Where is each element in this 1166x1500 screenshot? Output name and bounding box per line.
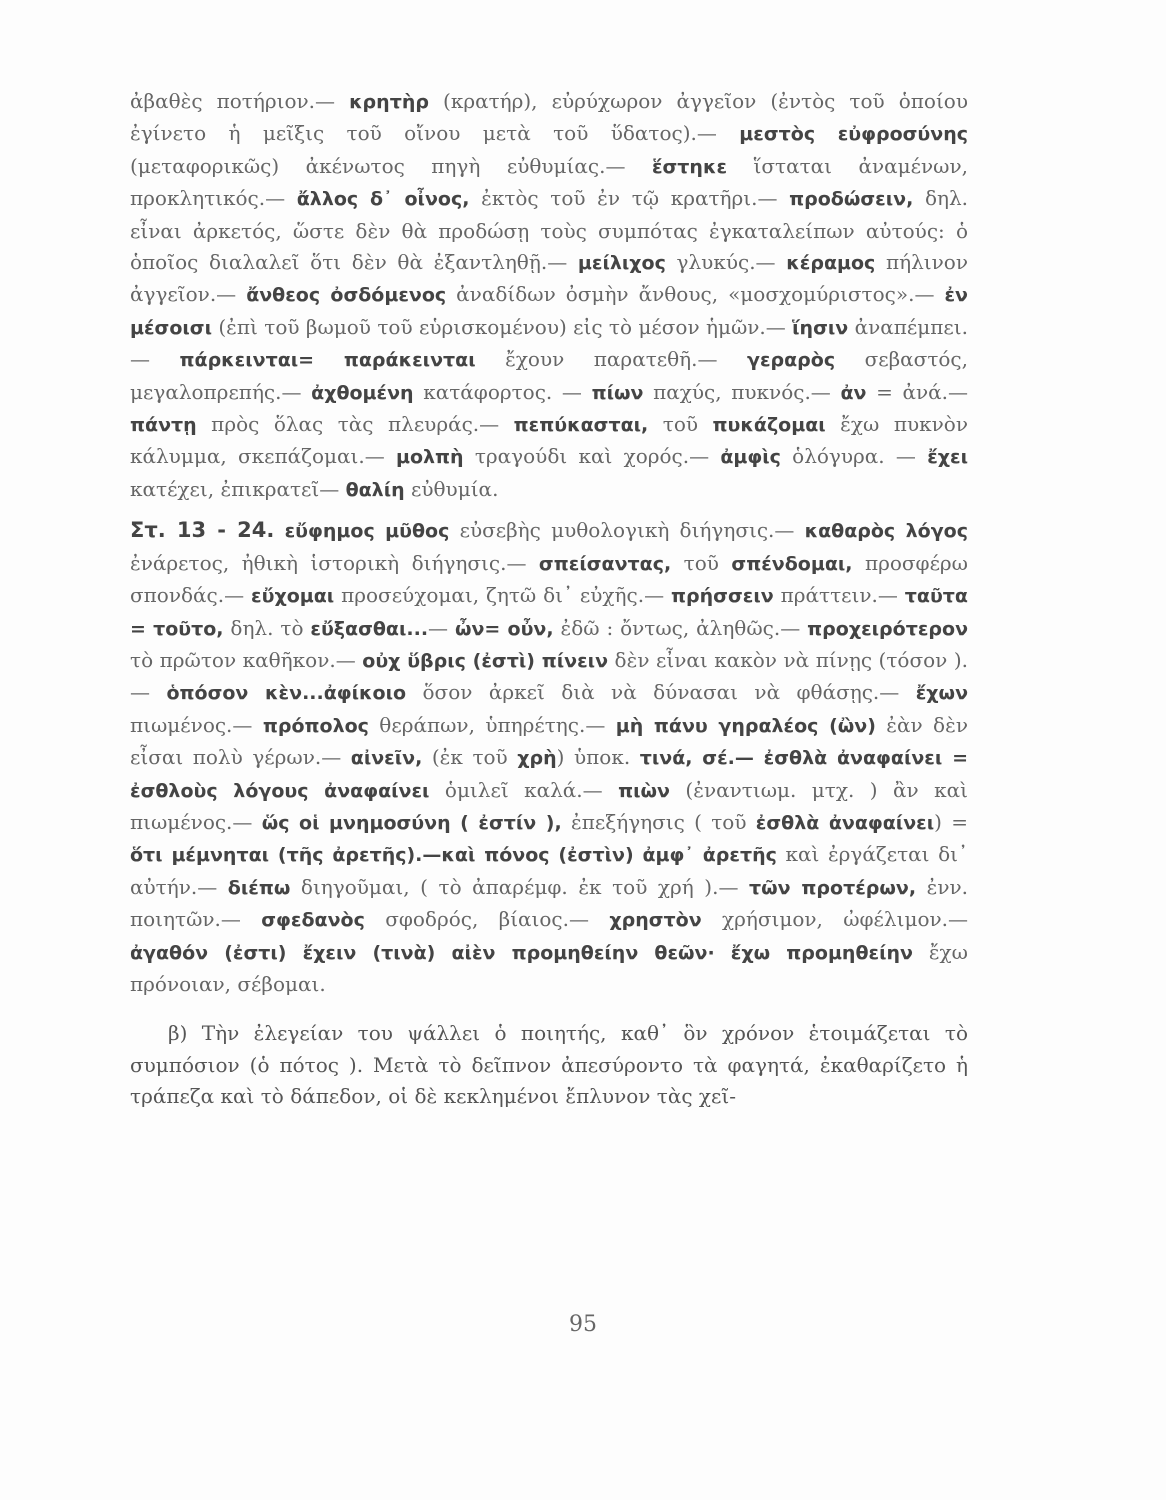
gloss-term: θαλίη [345, 478, 405, 501]
gloss-term: σπένδομαι, [731, 552, 853, 575]
gloss-term: ἀγαθόν (ἐστι) ἔχειν (τινὰ) αἰὲν προμηθείην θεῶν· ἔχω προμηθείην [130, 941, 913, 964]
gloss-definition: ἔχω πυκνὸν κάλυμμα, σκεπάζομαι.— [130, 412, 968, 469]
glossary-block-1 [130, 86, 968, 506]
gloss-term: ἀμφὶς [720, 446, 781, 469]
gloss-definition: προσεύχομαι, ζητῶ δι᾿ εὐχῆς.— [334, 583, 672, 608]
gloss-definition: δηλ. εἶναι ἀρκετός, ὥστε δὲν θὰ προδώσῃ τοὺς συμπότας ἐγκαταλείπων αὐτούς: ὁ ὁποῖος διαλαλεῖ ὅτι δὲν θὰ ἐξαντληθῇ.— [130, 186, 969, 275]
paragraph-b: β) Τὴν ἐλεγείαν του ψάλλει ὁ ποιητής, καθ᾿ ὃν χρόνον ἑτοιμάζεται τὸ συμπόσιον (ὁ πότος ). Μετὰ τὸ δεῖπνον ἀπεσύροντο τὰ φαγητά, ἐκαθαρίζετο ἡ τράπεζα καὶ τὸ δάπεδον, οἱ δὲ κεκλημένοι ἔπλυνον τὰς χεῖ- [130, 1021, 968, 1109]
gloss-term: ὥς οἱ μνημοσύνη ( ἐστίν ), [261, 811, 562, 834]
gloss-definition: ἐκτὸς τοῦ ἐν τῷ κρατῆρι.— [469, 186, 790, 211]
gloss-term: μείλιχος [577, 252, 666, 275]
gloss-term: ἕστηκε [651, 155, 728, 178]
gloss-term: σφεδανὸς [261, 909, 365, 932]
gloss-term: ὁπόσον κὲν...ἀφίκοιο [166, 682, 407, 705]
gloss-definition: ὁλόγυρα. — [780, 444, 928, 469]
gloss-definition: — [428, 615, 455, 640]
gloss-definition: ἐπεξήγησις ( τοῦ [561, 809, 756, 834]
gloss-definition: σεβαστός, μεγαλοπρεπής.— [130, 347, 968, 404]
gloss-term: μὴ πάνυ γηραλέος (ὢν) [615, 714, 876, 737]
gloss-term: πιὼν [618, 779, 670, 802]
gloss-definition: ἔχω πρόνοιαν, σέβομαι. [130, 939, 968, 996]
gloss-term: εὔφημος μῦθος [284, 520, 450, 543]
gloss-definition: (μεταφορικῶς) ἀκένωτος πηγὴ εὐθυμίας.— [130, 153, 652, 178]
gloss-definition: πήλινον ἀγγεῖον.— [130, 250, 968, 307]
gloss-term: ἀν [840, 381, 867, 404]
gloss-definition: δηλ. τὸ [223, 615, 311, 640]
gloss-definition: εὐθυμία. [404, 476, 499, 501]
gloss-definition: (ἐναντιωμ. μτχ. ) ἂν καὶ πιωμένος.— [130, 777, 968, 834]
gloss-definition: ἔχουν παρατεθῆ.— [475, 347, 747, 372]
gloss-definition: γλυκύς.— [665, 250, 787, 275]
gloss-term: ἔχων [915, 682, 969, 705]
gloss-definition: (κρατήρ), εὐρύχωρον ἀγγεῖον (ἐντὸς τοῦ ὁποίου ἐγίνετο ἡ μεῖξις τοῦ οἴνου μετὰ τοῦ ὕδατος).— [130, 89, 969, 146]
gloss-term: μολπὴ [395, 446, 464, 469]
gloss-definition: ἐὰν δὲν εἶσαι πολὺ γέρων.— [130, 712, 968, 770]
gloss-term: ἀχθομένη [311, 381, 414, 404]
gloss-definition: πράττειν.— [773, 583, 905, 608]
page-body [130, 86, 968, 1113]
gloss-term: τινά, σέ.— ἐσθλὰ ἀναφαίνει = ἐσθλοὺς λόγους ἀναφαίνει [130, 747, 968, 802]
gloss-term: διέπω [227, 876, 291, 899]
gloss-term: ἐν μέσοισι [130, 284, 969, 339]
gloss-definition: ἵσταται ἀναμένων, προκλητικός.— [130, 153, 968, 211]
gloss-definition: σφοδρός, βίαιος.— [364, 907, 610, 932]
gloss-term: σπείσαντας, [538, 552, 672, 575]
gloss-term: εὔχομαι [251, 585, 335, 608]
gloss-definition: εὐσεβὴς μυθολογικὴ διήγησις.— [449, 518, 805, 543]
gloss-term: μεστὸς εὐφροσύνης [739, 123, 968, 146]
gloss-term: ὦν= οὖν, [454, 617, 554, 640]
gloss-definition: χρήσιμον, ὠφέλιμον.— [701, 907, 968, 932]
gloss-definition: = ἀνά.— [866, 379, 969, 404]
gloss-definition: ) = [934, 809, 968, 834]
gloss-definition: ἐνν. ποιητῶν.— [130, 874, 969, 932]
gloss-definition: κατέχει, ἐπικρατεῖ— [130, 476, 346, 501]
gloss-definition: πρὸς ὅλας τὰς πλευράς.— [196, 412, 514, 437]
gloss-definition: καὶ ἐργάζεται δι᾿ αὐτήν.— [130, 842, 968, 899]
gloss-term: προδώσειν, [789, 188, 914, 211]
gloss-term: κέραμος [786, 252, 876, 275]
gloss-definition: διηγοῦμαι, ( τὸ ἀπαρέμφ. ἐκ τοῦ χρή ).— [290, 874, 750, 899]
gloss-term: γεραρὸς [747, 349, 836, 372]
gloss-definition: (ἐπὶ τοῦ βωμοῦ τοῦ εὑρισκομένου) εἰς τὸ μέσον ἡμῶν.— [212, 314, 793, 339]
gloss-term: αἰνεῖν, [350, 747, 423, 770]
gloss-term: πάντῃ [130, 414, 197, 437]
section-label: Στ. 13 - 24. [130, 518, 275, 543]
gloss-term: οὐχ ὕβρις (ἐστὶ) πίνειν [362, 649, 609, 672]
page-number: 95 [569, 1312, 597, 1337]
gloss-term: πεπύκασται, [513, 414, 649, 437]
gloss-definition: ἀβαθὲς ποτήριον.— [130, 89, 350, 113]
gloss-term: εὔξασθαι... [310, 617, 429, 640]
gloss-definition: παχύς, πυκνός.— [643, 379, 841, 404]
gloss-term: κρητὴρ [349, 91, 429, 113]
gloss-definition: ἀναπέμπει.— [130, 314, 968, 372]
gloss-term: ἄλλος δ᾿ οἶνος, [296, 188, 470, 211]
gloss-definition: ) ὑποκ. [556, 745, 640, 770]
gloss-definition: τραγούδι καὶ χορός.— [463, 444, 721, 469]
gloss-definition: πιωμένος.— [130, 712, 263, 737]
gloss-definition: ἀναδίδων ὀσμὴν ἄνθους, «μοσχομύριστος».— [446, 282, 945, 307]
gloss-term: καθαρὸς λόγος [804, 520, 968, 543]
gloss-definition: τὸ πρῶτον καθῆκον.— [130, 647, 363, 672]
glossary-block-2 [130, 515, 968, 1000]
gloss-definition: (ἐκ τοῦ [422, 745, 518, 770]
gloss-term: ἄνθεος ὀσδόμενος [246, 284, 447, 307]
gloss-term: πρήσσειν [671, 585, 774, 608]
gloss-definition: τοῦ [648, 412, 713, 437]
gloss-term: πυκάζομαι [712, 414, 826, 437]
gloss-term: ἵησιν [792, 316, 849, 339]
gloss-term: χρηστὸν [609, 909, 702, 932]
gloss-term: πρόπολος [262, 714, 369, 737]
gloss-term: ἔχει [927, 446, 968, 469]
gloss-definition: θεράπων, ὑπηρέτης.— [368, 712, 616, 737]
gloss-term: πάρκεινται= παράκεινται [179, 349, 476, 372]
gloss-term: τῶν προτέρων, [749, 876, 917, 899]
gloss-definition: ὅσον ἀρκεῖ διὰ νὰ δύνασαι νὰ φθάσῃς.— [406, 680, 916, 705]
gloss-definition: ἐδῶ : ὄντως, ἀληθῶς.— [553, 615, 808, 640]
gloss-term: ταῦτα = τοῦτο, [130, 585, 968, 640]
gloss-term: χρὴ [517, 747, 557, 770]
gloss-term: πίων [591, 381, 644, 404]
gloss-definition: ἐνάρετος, ἠθικὴ ἱστορικὴ διήγησις.— [130, 550, 539, 575]
gloss-definition: ὁμιλεῖ καλά.— [429, 777, 619, 802]
gloss-definition: δὲν εἶναι κακὸν νὰ πίνῃς (τόσον ).— [130, 647, 968, 705]
gloss-term: ἐσθλὰ ἀναφαίνει [755, 811, 935, 834]
gloss-term: προχειρότερον [807, 617, 969, 640]
gloss-definition: τοῦ [671, 550, 732, 575]
gloss-term: ὅτι μέμνηται (τῆς ἀρετῆς).—καὶ πόνος (ἐστὶν) ἀμφ᾿ ἀρετῆς [130, 844, 777, 867]
gloss-definition: κατάφορτος. — [413, 379, 592, 404]
gloss-definition: προσφέρω σπονδάς.— [130, 550, 968, 608]
